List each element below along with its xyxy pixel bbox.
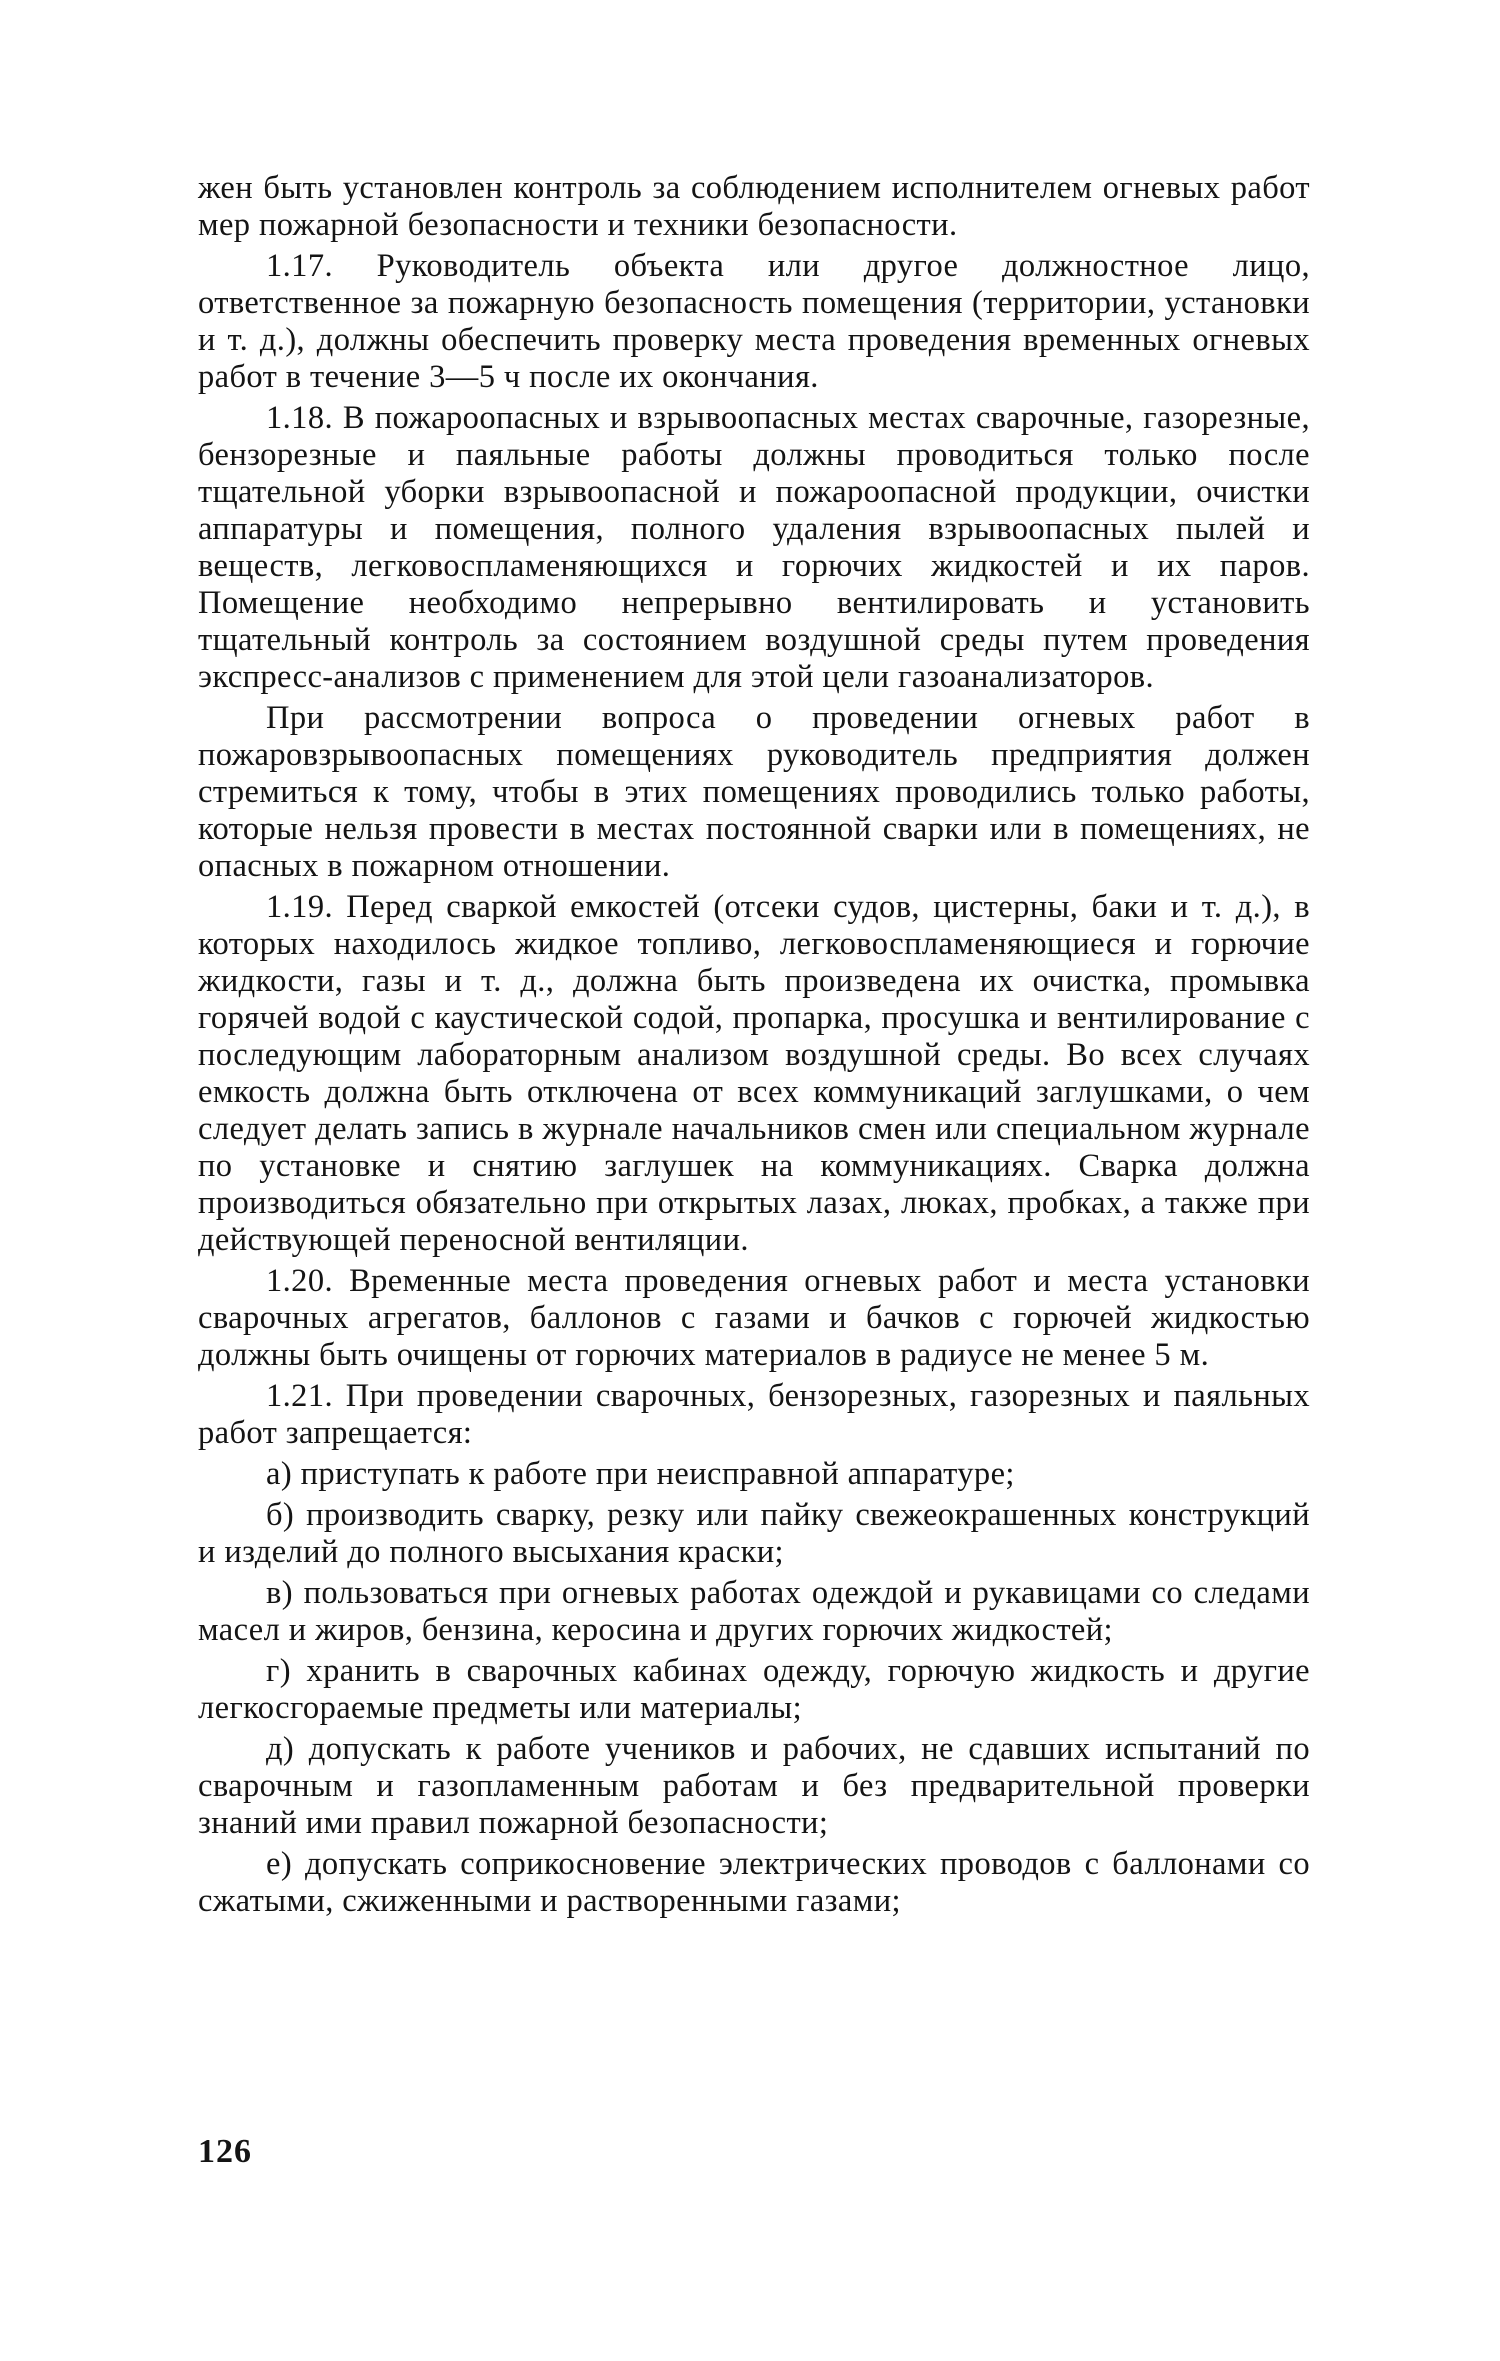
list-item-d: д) допускать к работе учеников и рабочих, не сдавших испытаний по сварочным и газопламенным работам и без предварительной проверки знаний ими правил пожарной безопасности; [198, 1731, 1310, 1841]
paragraph-1-18-note: При рассмотрении вопроса о проведении огневых работ в пожаровзрывоопасных помещениях руководитель предприятия должен стремиться к тому, чтобы в этих помещениях проводились только работы, которые нельзя провести в местах постоянной сварки или в помещениях, не опасных в пожарном отношении. [198, 700, 1310, 884]
page-number: 126 [198, 2133, 252, 2170]
paragraph-1-19: 1.19. Перед сваркой емкостей (отсеки судов, цистерны, баки и т. д.), в которых находилось жидкое топливо, легковоспламеняющиеся и горючие жидкости, газы и т. д., должна быть произведена их очистка, промывка горячей водой с каустической содой, пропарка, просушка и вентилирование с последующим лабораторным анализом воздушной среды. Во всех случаях емкость должна быть отключена от всех коммуникаций заглушками, о чем следует делать запись в журнале начальников смен или специальном журнале по установке и снятию заглушек на коммуникациях. Сварка должна производиться обязательно при открытых лазах, люках, пробках, а также при действующей переносной вентиляции. [198, 889, 1310, 1258]
paragraph-1-18: 1.18. В пожароопасных и взрывоопасных местах сварочные, газорезные, бензорезные и паяльные работы должны проводиться только после тщательной уборки взрывоопасной и пожароопасной продукции, очистки аппаратуры и помещения, полного удаления взрывоопасных пылей и веществ, легковоспламеняющихся и горючих жидкостей и их паров. Помещение необходимо непрерывно вентилировать и установить тщательный контроль за состоянием воздушной среды путем проведения экспресс-анализов с применением для этой цели газоанализаторов. [198, 400, 1310, 695]
list-item-g: г) хранить в сварочных кабинах одежду, горючую жидкость и другие легкосгораемые предметы или материалы; [198, 1653, 1310, 1726]
paragraph-continuation: жен быть установлен контроль за соблюдением исполнителем огневых работ мер пожарной безопасности и техники безопасности. [198, 170, 1310, 243]
list-item-a: а) приступать к работе при неисправной аппаратуре; [266, 1456, 1015, 1492]
list-item-e: е) допускать соприкосновение электрических проводов с баллонами со сжатыми, сжиженными и растворенными газами; [198, 1846, 1310, 1919]
paragraph-1-20: 1.20. Временные места проведения огневых работ и места установки сварочных агрегатов, баллонов с газами и бачков с горючей жидкостью должны быть очищены от горючих материалов в радиусе не менее 5 м. [198, 1263, 1310, 1373]
page-text-block [198, 170, 1310, 1920]
paragraph-1-17: 1.17. Руководитель объекта или другое должностное лицо, ответственное за пожарную безопасность помещения (территории, установки и т. д.), должны обеспечить проверку места проведения временных огневых работ в течение 3—5 ч после их окончания. [198, 248, 1310, 395]
list-item-v: в) пользоваться при огневых работах одеждой и рукавицами со следами масел и жиров, бензина, керосина и других горючих жидкостей; [198, 1575, 1310, 1648]
paragraph-1-21: 1.21. При проведении сварочных, бензорезных, газорезных и паяльных работ запрещается: [198, 1378, 1310, 1451]
list-item-b: б) производить сварку, резку или пайку свежеокрашенных конструкций и изделий до полного высыхания краски; [198, 1497, 1310, 1570]
